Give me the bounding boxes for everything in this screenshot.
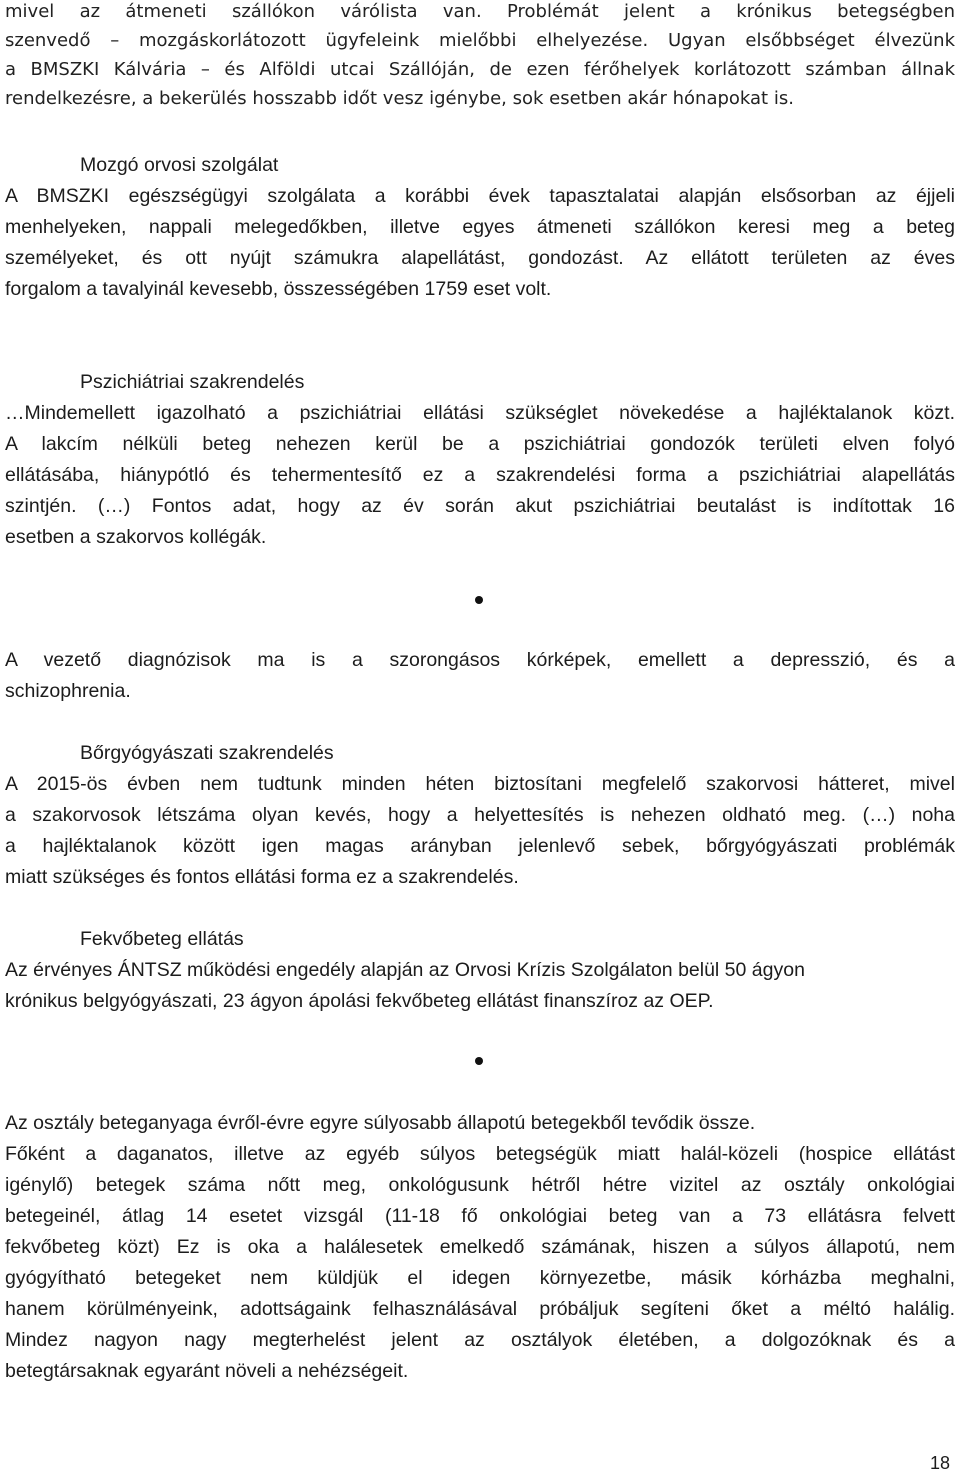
mobile-service-section (5, 150, 955, 305)
body-line: miatt szükséges és fontos ellátási forma ez a szakrendelés. (5, 866, 519, 888)
body-line: Az osztály beteganyaga évről-évre egyre súlyosabb állapotú betegekből tevődik össze. (5, 1112, 756, 1134)
body-line: A 2015-ös évben nem tudtunk minden héten biztosítani megfelelő szakorvosi hátteret, mivel (5, 773, 955, 795)
body-line: A lakcím nélküli beteg nehezen kerül be a pszichiátriai gondozók területi elven folyó (5, 433, 955, 455)
body-line: A vezető diagnózisok ma is a szorongásos kórképek, emellett a depresszió, és a (5, 649, 955, 671)
body-line: betegtársaknak egyaránt növeli a nehézségeit. (5, 1360, 409, 1382)
psychiatry-diagnoses (5, 645, 955, 707)
bullet-marker (475, 1057, 483, 1065)
section-body (5, 1108, 955, 1387)
inpatient-section (5, 924, 955, 1017)
section-heading: Fekvőbeteg ellátás (80, 928, 244, 950)
dermatology-section (5, 738, 955, 893)
body-line: Az érvényes ÁNTSZ működési engedély alapján az Orvosi Krízis Szolgálaton belül 50 ágyon (5, 959, 805, 981)
body-line: menhelyeken, nappali melegedőkben, illetve egyes átmeneti szállókon keresi meg a beteg (5, 216, 955, 238)
body-line: szintjén. (…) Fontos adat, hogy az év során akut pszichiátriai beutalást is indítottak 16 (5, 495, 955, 517)
body-line: Főként a daganatos, illetve az egyéb súlyos betegségük miatt halál-közeli (hospice ellátást (5, 1143, 955, 1165)
page-number: 18 (929, 1453, 950, 1473)
intro-line: rendelkezésre, a bekerülés hosszabb időt vesz igénybe, sok esetben akár hónapokat is. (5, 88, 794, 109)
intro-paragraph (5, 0, 955, 113)
section-heading: Mozgó orvosi szolgálat (80, 154, 279, 176)
section-heading: Bőrgyógyászati szakrendelés (80, 742, 334, 764)
section-body (5, 955, 955, 1017)
intro-line: a BMSZKI Kálvária – és Alföldi utcai Szállóján, de ezen férőhelyek korlátozott számban állnak (5, 59, 955, 80)
body-line: schizophrenia. (5, 680, 131, 702)
body-line: hanem körülményeink, adottságaink felhasználásával próbáljuk segíteni őket a méltó halálig. (5, 1298, 955, 1320)
body-line: gyógyítható betegeket nem küldjük el idegen környezetbe, másik kórházba meghalni, (5, 1267, 955, 1289)
body-line: forgalom a tavalyinál kevesebb, összességében 1759 eset volt. (5, 278, 552, 300)
section-body (5, 645, 955, 707)
body-line: ellátásába, hiánypótló és tehermentesítő ez a szakrendelési forma a pszichiátriai alapellátás (5, 464, 955, 486)
section-body (5, 181, 955, 305)
section-heading: Pszichiátriai szakrendelés (80, 371, 305, 393)
body-line: …Mindemellett igazolható a pszichiátriai ellátási szükséglet növekedése a hajléktalanok közt. (5, 402, 955, 424)
body-line: Mindez nagyon nagy megterhelést jelent az osztályok életében, a dolgozóknak és a (5, 1329, 955, 1351)
body-line: igénylő) betegek száma nőtt meg, onkológusunk hétről hétre vizitel az osztály onkológiai (5, 1174, 955, 1196)
body-line: krónikus belgyógyászati, 23 ágyon ápolási fekvőbeteg ellátást finanszíroz az OEP. (5, 990, 714, 1012)
body-line: esetben a szakorvos kollégák. (5, 526, 267, 548)
psychiatry-section (5, 367, 955, 553)
body-line: a szakorvosok létszáma olyan kevés, hogy a helyettesítés is nehezen oldható meg. (…) noha (5, 804, 955, 826)
bullet-marker (475, 596, 483, 604)
section-body (5, 769, 955, 893)
body-line: betegeinél, átlag 14 esetet vizsgál (11-18 fő onkológiai beteg van a 73 ellátásra felvett (5, 1205, 955, 1227)
inpatient-details (5, 1108, 955, 1387)
section-body (5, 398, 955, 553)
body-line: a hajléktalanok között igen magas arányban jelenlevő sebek, bőrgyógyászati problémák (5, 835, 955, 857)
intro-line: mivel az átmeneti szállókon várólista van. Problémát jelent a krónikus betegségben (5, 1, 955, 22)
body-line: A BMSZKI egészségügyi szolgálata a korábbi évek tapasztalatai alapján elsősorban az éjjeli (5, 185, 955, 207)
body-line: személyeket, és ott nyújt számukra alapellátást, gondozást. Az ellátott területen az éves (5, 247, 955, 269)
body-line: fekvőbeteg közt) Ez is oka a halálesetek emelkedő számának, hiszen a súlyos állapotú, nem (5, 1236, 955, 1258)
intro-line: szenvedő – mozgáskorlátozott ügyfeleink mielőbbi elhelyezése. Ugyan elsőbbséget élvezünk (5, 30, 955, 51)
